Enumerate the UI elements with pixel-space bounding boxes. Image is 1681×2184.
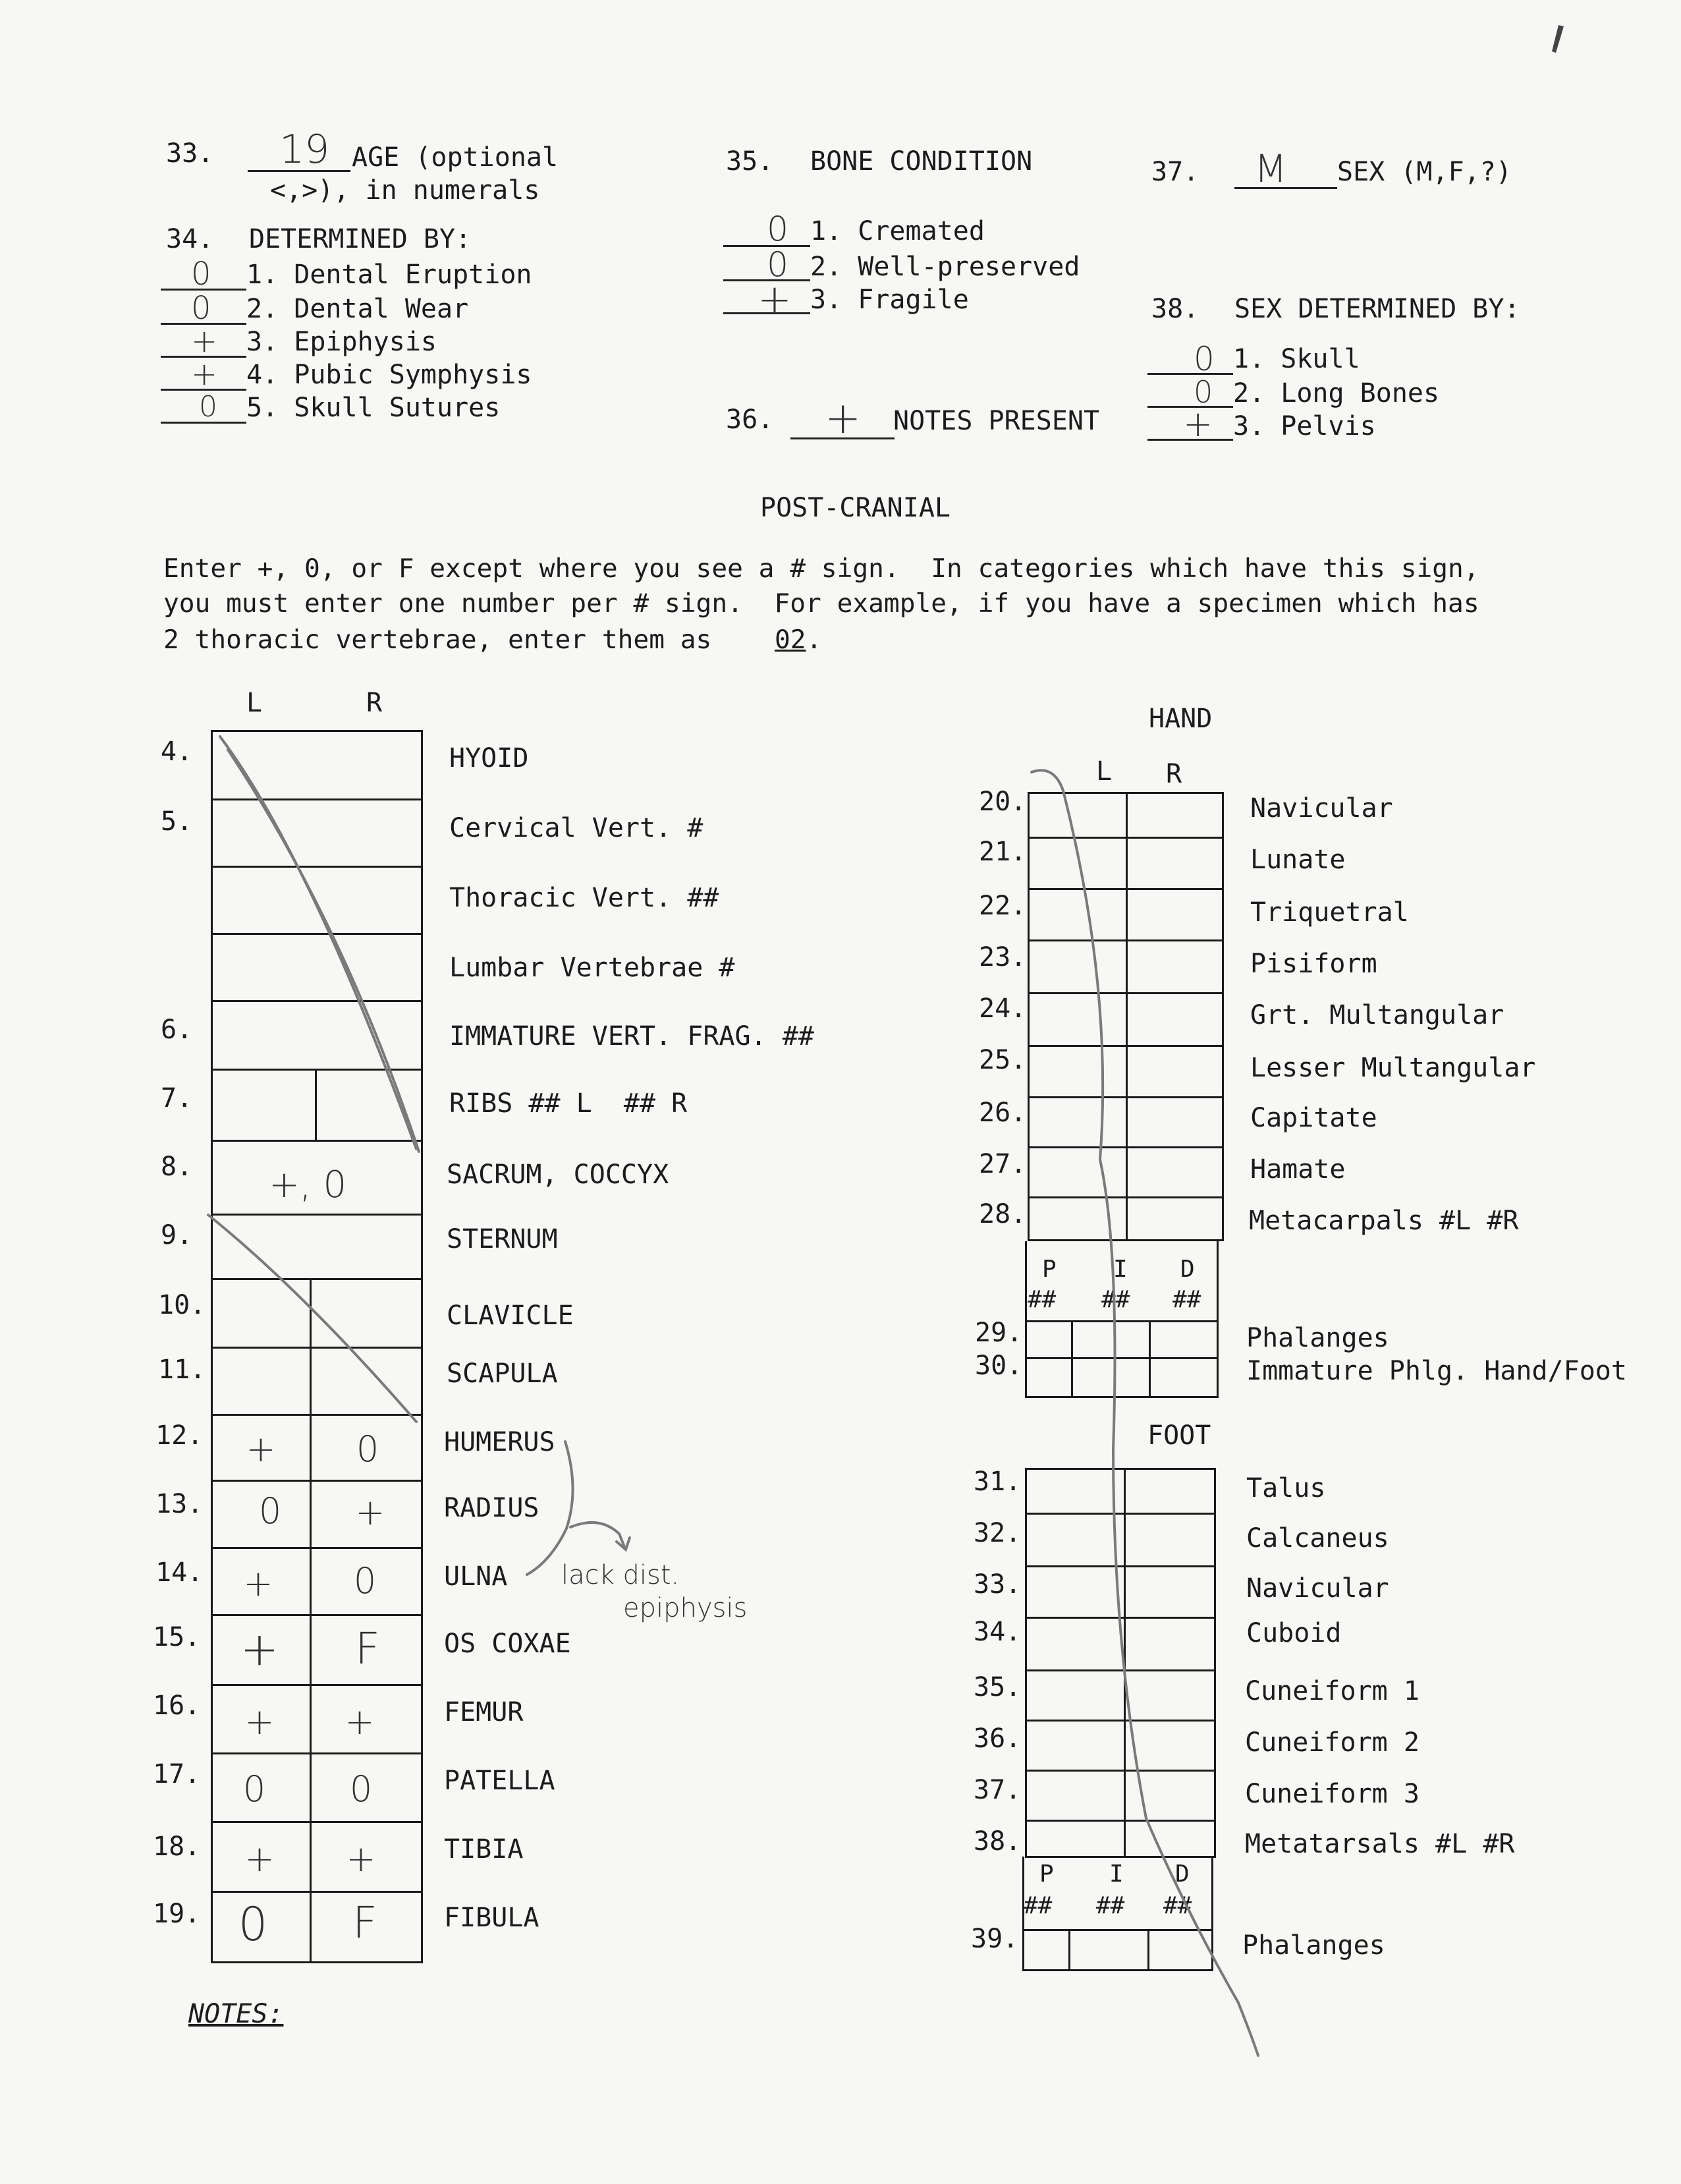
hand-phalanx-hash: ## [1101, 1286, 1130, 1313]
row-number: 5. [161, 806, 193, 837]
instructions-end: . [806, 625, 822, 655]
hand-phalanx-hash: ## [1028, 1286, 1057, 1313]
foot-label-phalanges: Phalanges [1242, 1930, 1385, 1961]
foot-phalanx-d: D [1175, 1861, 1190, 1888]
q34-item-label: 5. Skull Sutures [246, 393, 501, 423]
row-label-lumbar: Lumbar Vertebrae # [449, 953, 735, 983]
hand-row-number: 20. [979, 787, 1027, 817]
hand-row-number: 29. [975, 1318, 1023, 1348]
hand-label-lesser-multangular: Lesser Multangular [1250, 1053, 1536, 1083]
foot-row-number: 31. [974, 1467, 1022, 1497]
foot-row-number: 34. [974, 1617, 1022, 1647]
foot-phalanx-hash: ## [1024, 1892, 1053, 1919]
humerus-left-entry[interactable]: + [246, 1428, 276, 1470]
ulna-right-entry[interactable]: 0 [353, 1560, 377, 1602]
os-coxae-right-entry[interactable]: F [355, 1623, 380, 1674]
row-label-patella: PATELLA [444, 1766, 555, 1796]
hand-row-number: 27. [979, 1149, 1027, 1179]
foot-row-number: 39. [971, 1924, 1019, 1954]
foot-phalanx-hash: ## [1163, 1892, 1192, 1919]
row-label-femur: FEMUR [444, 1697, 524, 1727]
q34-mark: 0 [199, 390, 217, 424]
hand-row-number: 30. [975, 1351, 1023, 1381]
row-number: 7. [161, 1083, 193, 1113]
row-label-hyoid: HYOID [449, 743, 529, 773]
patella-left-entry[interactable]: 0 [242, 1768, 266, 1810]
row-number: 6. [161, 1015, 193, 1045]
row-number: 16. [153, 1691, 201, 1721]
hand-label-lunate: Lunate [1250, 845, 1346, 875]
q36-number: 36. [726, 405, 774, 435]
row-number: 10. [158, 1290, 206, 1320]
hand-phalanx-grid [1025, 1241, 1219, 1398]
row-number: 14. [155, 1557, 204, 1588]
foot-label-cuneiform-2: Cuneiform 2 [1245, 1727, 1419, 1758]
hand-label-phalanges: Phalanges [1246, 1323, 1389, 1353]
instructions-line-2: you must enter one number per # sign. For example, if you have a specimen which has [163, 588, 1479, 619]
hand-row-number: 23. [979, 942, 1027, 972]
fibula-left-entry[interactable]: 0 [238, 1897, 268, 1951]
foot-label-calcaneus: Calcaneus [1246, 1523, 1389, 1554]
q38-number: 38. [1151, 294, 1199, 324]
notes-label: NOTES: [188, 1999, 284, 2029]
row-number: 8. [161, 1152, 193, 1182]
q35-item-label: 2. Well-preserved [810, 252, 1080, 282]
tibia-left-entry[interactable]: + [244, 1838, 275, 1880]
row-label-clavicle: CLAVICLE [447, 1301, 574, 1331]
q36-label: NOTES PRESENT [893, 406, 1100, 436]
foot-label-cuboid: Cuboid [1246, 1618, 1342, 1648]
q33-number: 33. [166, 138, 214, 169]
row-label-sacrum: SACRUM, COCCYX [447, 1160, 669, 1190]
q34-label: DETERMINED BY: [249, 224, 472, 254]
instructions-example: 02 [775, 625, 806, 655]
row-label-immature-vert: IMMATURE VERT. FRAG. ## [449, 1021, 814, 1051]
q38-mark: 0 [1194, 340, 1215, 378]
foot-row-number: 32. [974, 1518, 1022, 1548]
q35-number: 35. [726, 146, 774, 177]
fibula-right-entry[interactable]: F [352, 1897, 377, 1948]
row-label-thoracic: Thoracic Vert. ## [449, 883, 719, 913]
row-label-fibula: FIBULA [444, 1903, 539, 1933]
col-header-right: R [366, 688, 383, 718]
radius-right-entry[interactable]: + [355, 1492, 385, 1533]
hand-label-navicular: Navicular [1250, 793, 1393, 824]
foot-label-navicular: Navicular [1246, 1573, 1389, 1604]
q38-mark: + [1183, 403, 1213, 445]
q34-number: 34. [166, 224, 214, 254]
row-number: 15. [153, 1622, 201, 1652]
row-number: 4. [161, 737, 193, 767]
instructions-line-1: Enter +, 0, or F except where you see a # sign. In categories which have this sign, [163, 553, 1479, 584]
q38-mark: 0 [1194, 374, 1213, 410]
row-number: 18. [153, 1832, 201, 1862]
hand-row-number: 21. [979, 837, 1027, 867]
hand-row-number: 25. [979, 1045, 1027, 1075]
hand-phalanx-p: P [1042, 1256, 1057, 1283]
q34-mark: 0 [191, 256, 211, 293]
row-label-ribs: RIBS ## L ## R [449, 1088, 688, 1119]
margin-note-line-2: epiphysis [623, 1593, 748, 1623]
row-label-tibia: TIBIA [444, 1834, 524, 1864]
hand-row-number: 28. [979, 1199, 1027, 1229]
q38-item-label: 3. Pelvis [1233, 411, 1376, 441]
q38-label: SEX DETERMINED BY: [1234, 294, 1520, 324]
row-label-ulna: ULNA [444, 1561, 508, 1592]
hand-row-number: 26. [979, 1098, 1027, 1128]
hand-phalanx-hash: ## [1172, 1286, 1201, 1313]
row-label-cervical: Cervical Vert. # [449, 813, 703, 843]
q34-item-label: 3. Epiphysis [246, 327, 437, 357]
hand-label-immature-phlg: Immature Phlg. Hand/Foot [1246, 1356, 1627, 1386]
row-label-os-coxae: OS COXAE [444, 1629, 571, 1659]
femur-left-entry[interactable]: + [244, 1701, 275, 1743]
foot-phalanx-grid [1022, 1857, 1213, 1971]
row-number: 17. [153, 1759, 201, 1789]
hand-label-capitate: Capitate [1250, 1103, 1377, 1133]
q34-item-label: 2. Dental Wear [246, 294, 469, 324]
row-number: 11. [158, 1355, 206, 1385]
foot-row-number: 35. [974, 1672, 1022, 1702]
hand-col-left: L [1096, 756, 1113, 787]
q35-mark: 0 [767, 210, 789, 249]
hand-label-hamate: Hamate [1250, 1154, 1346, 1185]
q37-number: 37. [1151, 157, 1199, 187]
section-title: POST-CRANIAL [760, 493, 951, 523]
row-label-humerus: HUMERUS [444, 1427, 555, 1457]
notes-present-answer: + [825, 393, 862, 443]
col-header-left: L [246, 688, 263, 718]
q34-item-label: 1. Dental Eruption [246, 260, 532, 290]
q34-mark: 0 [191, 290, 211, 327]
q35-item-label: 1. Cremated [810, 216, 985, 246]
row-label-sternum: STERNUM [447, 1224, 558, 1254]
foot-label-cuneiform-1: Cuneiform 1 [1245, 1676, 1419, 1706]
patella-right-entry[interactable]: 0 [349, 1768, 373, 1810]
row-number: 9. [161, 1220, 193, 1250]
hand-title: HAND [1149, 704, 1213, 734]
row-number: 12. [155, 1420, 204, 1451]
foot-label-cuneiform-3: Cuneiform 3 [1245, 1779, 1419, 1809]
row-label-radius: RADIUS [444, 1493, 539, 1523]
hand-phalanx-i: I [1113, 1256, 1128, 1283]
humerus-right-entry[interactable]: 0 [356, 1428, 379, 1470]
q34-item-label: 4. Pubic Symphysis [246, 360, 532, 390]
q35-label: BONE CONDITION [810, 146, 1033, 177]
q37-label: SEX (M,F,?) [1337, 157, 1512, 187]
sex-answer: M [1254, 146, 1288, 191]
q35-item-label: 3. Fragile [810, 285, 969, 315]
femur-right-entry[interactable]: + [344, 1701, 375, 1743]
q33-label-line2: <,>), in numerals [270, 175, 540, 206]
q33-label: AGE (optional [352, 142, 559, 173]
hand-phalanx-d: D [1180, 1256, 1195, 1283]
sacrum-entry[interactable]: +, 0 [269, 1163, 347, 1206]
hand-label-grt-multangular: Grt. Multangular [1250, 1000, 1504, 1030]
hand-row-number: 22. [979, 891, 1027, 921]
row-number: 19. [153, 1899, 201, 1929]
q34-mark: + [191, 323, 218, 360]
ulna-left-entry[interactable]: + [243, 1563, 273, 1604]
foot-row-number: 37. [974, 1775, 1022, 1805]
hand-row-number: 24. [979, 994, 1027, 1024]
age-answer: 19 [279, 126, 330, 173]
instructions-line-3: 2 thoracic vertebrae, enter them as [163, 625, 728, 655]
os-coxae-left-entry[interactable]: + [240, 1622, 279, 1676]
q35-mark: + [758, 275, 792, 323]
q38-item-label: 1. Skull [1233, 344, 1360, 374]
q38-item-label: 2. Long Bones [1233, 378, 1440, 408]
margin-note-line-1: lack dist. [561, 1560, 680, 1590]
foot-title: FOOT [1147, 1420, 1211, 1451]
row-label-scapula: SCAPULA [447, 1358, 558, 1389]
row-number: 13. [155, 1489, 204, 1519]
foot-label-talus: Talus [1246, 1473, 1326, 1503]
radius-left-entry[interactable]: 0 [258, 1490, 282, 1532]
hand-label-triquetral: Triquetral [1250, 897, 1409, 928]
foot-grid [1025, 1468, 1216, 1858]
foot-phalanx-i: I [1109, 1861, 1124, 1888]
q35-mark: 0 [767, 245, 789, 285]
foot-row-number: 38. [974, 1826, 1022, 1857]
hand-col-right: R [1166, 759, 1182, 789]
foot-phalanx-p: P [1039, 1861, 1054, 1888]
foot-label-metatarsals: Metatarsals #L #R [1245, 1829, 1515, 1859]
foot-row-number: 33. [974, 1569, 1022, 1600]
foot-row-number: 36. [974, 1723, 1022, 1754]
tibia-right-entry[interactable]: + [346, 1838, 376, 1880]
hand-label-metacarpals: Metacarpals #L #R [1249, 1206, 1519, 1236]
hand-label-pisiform: Pisiform [1250, 949, 1377, 979]
q34-mark: + [191, 356, 218, 393]
foot-phalanx-hash: ## [1096, 1892, 1125, 1919]
